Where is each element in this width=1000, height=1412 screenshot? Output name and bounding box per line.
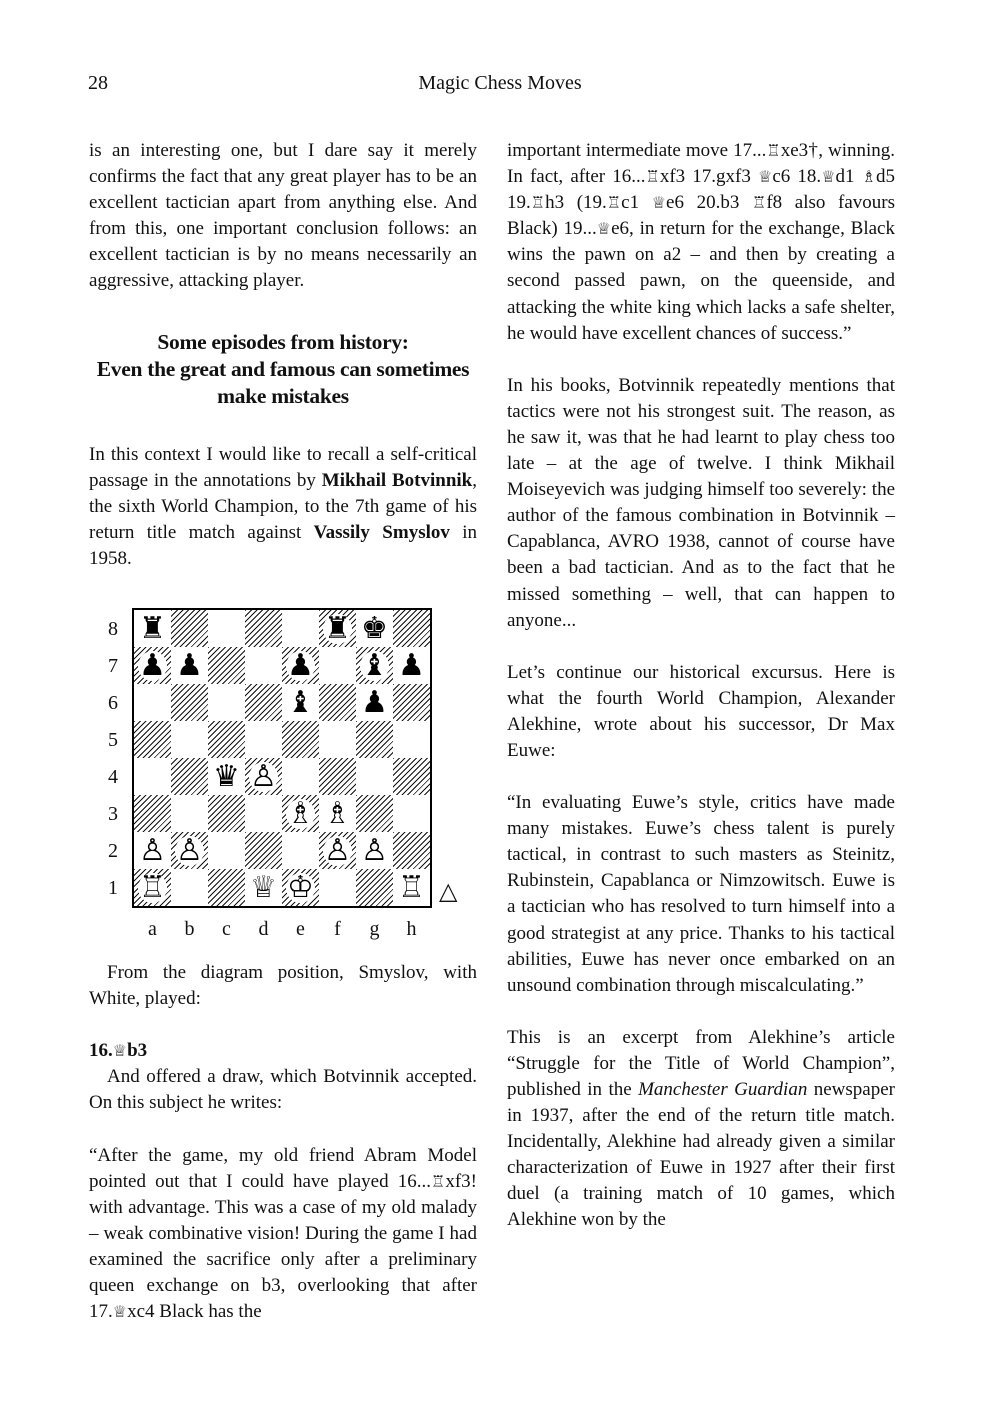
square-e1: [282, 869, 319, 906]
square-h3: [393, 795, 430, 832]
square-d6: [245, 684, 282, 721]
square-a7: [134, 647, 171, 684]
square-c7: [208, 647, 245, 684]
square-a5: [134, 721, 171, 758]
square-h5: [393, 721, 430, 758]
square-g8: [356, 610, 393, 647]
chess-piece-icon: ♜: [139, 610, 166, 646]
chess-piece-icon: ♚: [361, 610, 388, 646]
rank-label: 3: [108, 803, 118, 826]
queen-figurine-icon: ♕: [596, 219, 612, 239]
rank-label: 6: [108, 692, 118, 715]
square-c2: [208, 832, 245, 869]
rook-figurine-icon: ♖: [751, 193, 767, 213]
square-e8: [282, 610, 319, 647]
square-e4: [282, 758, 319, 795]
chess-piece-icon: ♟: [398, 647, 425, 683]
rank-label: 4: [108, 766, 118, 789]
square-h7: [393, 647, 430, 684]
square-b8: [171, 610, 208, 647]
chess-piece-icon: ♟: [176, 647, 203, 683]
square-b6: [171, 684, 208, 721]
left-column: [89, 138, 477, 1325]
square-e7: [282, 647, 319, 684]
rook-figurine-icon: ♖: [530, 193, 546, 213]
rank-label: 7: [108, 655, 118, 678]
square-f7: [319, 647, 356, 684]
chess-piece-icon: ♝: [361, 647, 388, 683]
square-h6: [393, 684, 430, 721]
left-quote: “After the game, my old friend Abram Model pointed out that I could have played 16...♖xf3! with advantage. This was a case of my old malady – weak combinative vision! During the game I had examined the sacrifice only after a preliminary queen exchange on b3, overlooking that after 17.♕xc4 Black has the: [89, 1144, 477, 1323]
chess-piece-icon: ♛: [213, 758, 240, 794]
left-paragraph-1: is an interesting one, but I dare say it merely confirms the fact that any great player has to be an excellent tactician apart from anything else. And from this, one important conclusion follows: an excellent tactician is by no means necessarily an aggressive, attacking player.: [89, 140, 477, 292]
chess-piece-icon: ♜: [324, 610, 351, 646]
square-c3: [208, 795, 245, 832]
square-f4: [319, 758, 356, 795]
queen-figurine-icon: ♕: [651, 193, 667, 213]
square-c6: [208, 684, 245, 721]
square-g4: [356, 758, 393, 795]
file-label: d: [258, 918, 269, 941]
section-heading-line-1: Some episodes from history:: [157, 329, 409, 354]
section-heading: [89, 329, 477, 410]
square-d1: [245, 869, 282, 906]
right-quote-continuation: important intermediate move 17...♖xe3†, winning. In fact, after 16...♖xf3 17.gxf3 ♕c6 18.♕d1 ♗d5 19.♖h3 (19.♖c1 ♕e6 20.b3 ♖f8 also favours Black) 19...♕e6, in return for the exchange, Black wins the pawn on a2 – and then by creating a second passed pawn, on the queenside, and attacking the white king which lacks a safe shelter, he would have excellent chances of success.”: [507, 140, 896, 344]
square-g2: [356, 832, 393, 869]
square-a6: [134, 684, 171, 721]
game-move: 16.♕b3: [89, 1040, 148, 1062]
square-f8: [319, 610, 356, 647]
square-h1: [393, 869, 430, 906]
square-b7: [171, 647, 208, 684]
right-paragraph-1: In his books, Botvinnik repeatedly mentions that tactics were not his strongest suit. The reason, as he saw it, was that he had learnt to play chess too late – at the age of twelve. I think Mikhail Moiseyevich was judging himself too severely: the author of the famous combination in Botvinnik – Capablanca, AVRO 1938, cannot of course have been a bad tactician. And as to the fact that he missed something – well, that can happen to anyone...: [507, 374, 895, 631]
chess-piece-icon: ♖: [139, 869, 166, 905]
chess-piece-icon: ♔: [287, 869, 314, 905]
chess-piece-icon: ♕: [250, 869, 277, 905]
chess-piece-icon: ♖: [398, 869, 425, 905]
chess-piece-icon: ♙: [176, 832, 203, 868]
square-d3: [245, 795, 282, 832]
right-quote-alekhine: “In evaluating Euwe’s style, critics have made many mistakes. Euwe’s chess talent is purely tactical, in contrast to such masters as Steinitz, Rubinstein, Capablanca or Nimzowitsch. Euwe is a tactician who has resolved to turn himself into a good strategist at any price. Thanks to his tactical abilities, Euwe has never once embarked on an unsound combination through miscalculating.”: [507, 792, 895, 996]
square-d2: [245, 832, 282, 869]
newspaper-title: Manchester Guardian: [638, 1079, 808, 1100]
square-a2: [134, 832, 171, 869]
square-b4: [171, 758, 208, 795]
square-c1: [208, 869, 245, 906]
white-to-move-icon: △: [439, 877, 458, 906]
file-label: g: [369, 918, 380, 941]
left-paragraph-2: In this context I would like to recall a self-critical passage in the annotations by Mikhail Botvinnik, the sixth World Champion, to the 7th game of his return title match against Vassily Smyslov in 1958.: [89, 443, 478, 569]
square-f6: [319, 684, 356, 721]
left-paragraph-3: From the diagram position, Smyslov, with White, played:: [89, 962, 477, 1010]
square-f3: [319, 795, 356, 832]
square-g3: [356, 795, 393, 832]
square-f5: [319, 721, 356, 758]
queen-figurine-icon: ♕: [112, 1302, 128, 1322]
square-e6: [282, 684, 319, 721]
square-b2: [171, 832, 208, 869]
square-b5: [171, 721, 208, 758]
rank-label: 5: [108, 729, 118, 752]
square-e2: [282, 832, 319, 869]
square-a4: [134, 758, 171, 795]
square-g7: [356, 647, 393, 684]
square-a3: [134, 795, 171, 832]
player-name-smyslov: Vassily Smyslov: [313, 521, 450, 543]
chess-diagram: [89, 596, 477, 950]
right-paragraph-2: Let’s continue our historical excursus. Here is what the fourth World Champion, Alexander Alekhine, wrote about his successor, Dr Max Euwe:: [507, 661, 895, 761]
rook-figurine-icon: ♖: [766, 141, 781, 160]
square-b3: [171, 795, 208, 832]
file-label: h: [406, 918, 417, 941]
square-d8: [245, 610, 282, 647]
chess-piece-icon: ♟: [361, 684, 388, 720]
file-label: b: [184, 918, 195, 941]
square-a1: [134, 869, 171, 906]
rank-label: 1: [108, 877, 118, 900]
file-label: a: [148, 918, 157, 941]
square-g1: [356, 869, 393, 906]
chess-piece-icon: ♟: [139, 647, 166, 683]
bishop-figurine-icon: ♗: [861, 167, 877, 187]
chess-piece-icon: ♝: [287, 684, 314, 720]
queen-figurine-icon: ♕: [112, 1041, 128, 1061]
chess-piece-icon: ♙: [250, 758, 277, 794]
chess-piece-icon: ♗: [287, 795, 314, 831]
rook-figurine-icon: ♖: [606, 193, 622, 213]
section-heading-line-3: make mistakes: [217, 383, 349, 408]
square-b1: [171, 869, 208, 906]
player-name-botvinnik: Mikhail Botvinnik: [321, 469, 473, 491]
square-f1: [319, 869, 356, 906]
square-e3: [282, 795, 319, 832]
square-c8: [208, 610, 245, 647]
chess-board: [132, 608, 432, 908]
rank-label: 8: [108, 618, 118, 641]
square-c5: [208, 721, 245, 758]
queen-figurine-icon: ♕: [821, 167, 836, 187]
chess-piece-icon: ♙: [324, 832, 351, 868]
rank-label: 2: [108, 840, 118, 863]
square-g5: [356, 721, 393, 758]
section-heading-line-2: Even the great and famous can sometimes: [96, 356, 470, 381]
queen-figurine-icon: ♕: [758, 167, 773, 187]
square-d7: [245, 647, 282, 684]
chess-piece-icon: ♗: [324, 795, 351, 831]
square-c4: [208, 758, 245, 795]
chess-piece-icon: ♙: [361, 832, 388, 868]
left-paragraph-4: And offered a draw, which Botvinnik accepted. On this subject he writes:: [89, 1066, 477, 1114]
square-h8: [393, 610, 430, 647]
chess-piece-icon: ♙: [139, 832, 166, 868]
chess-piece-icon: ♟: [287, 647, 314, 683]
square-d4: [245, 758, 282, 795]
square-h4: [393, 758, 430, 795]
file-label: f: [334, 918, 341, 941]
right-paragraph-3: This is an excerpt from Alekhine’s article “Struggle for the Title of World Champion”, published in the Manchester Guardian newspaper in 1937, after the end of the return title match. Incidentally, Alekhine had already given a similar characterization of Euwe in 1927 after their first duel (a training match of 10 games, which Alekhine won by the: [507, 1026, 895, 1231]
square-e5: [282, 721, 319, 758]
rook-figurine-icon: ♖: [645, 167, 660, 187]
square-a8: [134, 610, 171, 647]
right-column: [507, 138, 895, 1234]
square-h2: [393, 832, 430, 869]
file-label: e: [296, 918, 305, 941]
square-d5: [245, 721, 282, 758]
square-f2: [319, 832, 356, 869]
square-g6: [356, 684, 393, 721]
rook-figurine-icon: ♖: [431, 1171, 446, 1191]
file-label: c: [222, 918, 231, 941]
page-number: 28: [88, 72, 108, 94]
running-head: Magic Chess Moves: [418, 72, 582, 94]
